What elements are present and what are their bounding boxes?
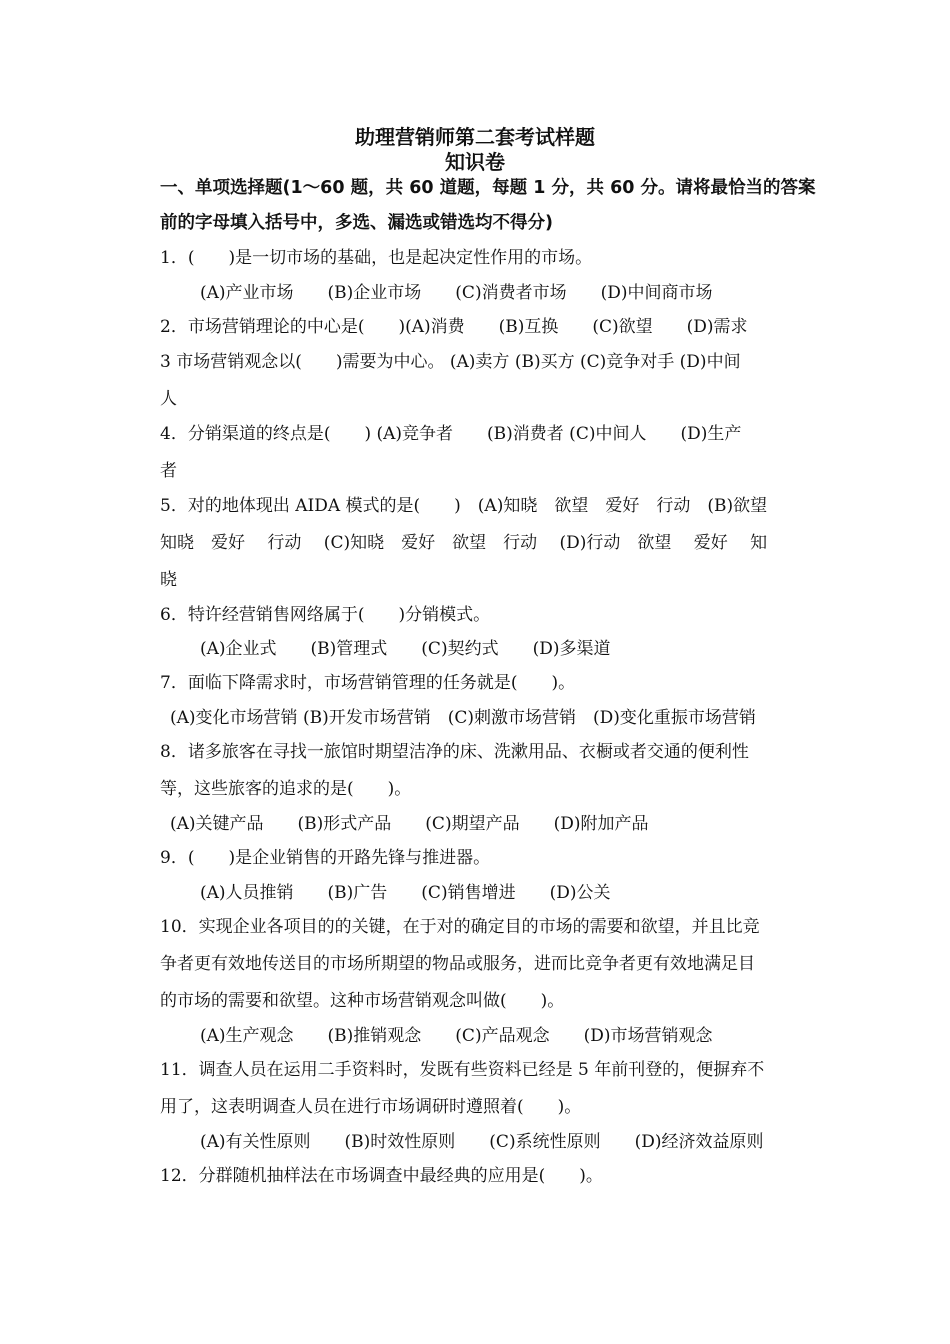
question-11: 11．调查人员在运用二手资料时，发既有些资料已经是 5 年前刊登的，便摒弃不 [160, 1060, 765, 1080]
document-subtitle: 知识卷 [445, 150, 505, 174]
question-10-cont: 争者更有效地传送目的市场所期望的物品或服务，进而比竞争者更有效地满足目 [160, 954, 755, 974]
question-8: 8．诸多旅客在寻找一旅馆时期望洁净的床、洗漱用品、衣橱或者交通的便利性 [160, 742, 749, 762]
question-10-cont2: 的市场的需要和欲望。这种市场营销观念叫做( )。 [160, 991, 565, 1011]
question-1: 1．( )是一切市场的基础，也是起决定性作用的市场。 [160, 248, 593, 268]
question-11-options: (A)有关性原则 (B)时效性原则 (C)系统性原则 (D)经济效益原则 [200, 1132, 764, 1152]
question-4: 4．分销渠道的终点是( ) (A)竞争者 (B)消费者 (C)中间人 (D)生产 [160, 424, 742, 444]
question-8-options: (A)关键产品 (B)形式产品 (C)期望产品 (D)附加产品 [170, 814, 649, 834]
question-12: 12．分群随机抽样法在市场调查中最经典的应用是( )。 [160, 1166, 603, 1186]
question-10: 10．实现企业各项目的的关键，在于对的确定目的市场的需要和欲望，并且比竞 [160, 917, 760, 937]
question-3-cont: 人 [160, 389, 177, 409]
question-7: 7．面临下降需求时，市场营销管理的任务就是( )。 [160, 673, 576, 693]
question-2: 2．市场营销理论的中心是( )(A)消费 (B)互换 (C)欲望 (D)需求 [160, 317, 748, 337]
question-7-options: (A)变化市场营销 (B)开发市场营销 (C)刺激市场营销 (D)变化重振市场营销 [170, 708, 756, 728]
question-9: 9．( )是企业销售的开路先锋与推进器。 [160, 848, 491, 868]
section-heading: 一、单项选择题(1～60 题，共 60 道题，每题 1 分，共 60 分。请将最恰当的答案 [160, 178, 816, 198]
question-3: 3 市场营销观念以( )需要为中心。 (A)卖方 (B)买方 (C)竞争对手 (D)中间 [160, 352, 741, 372]
section-heading-cont: 前的字母填入括号中，多选、漏选或错选均不得分) [160, 213, 553, 233]
question-5-cont: 知晓 爱好 行动 (C)知晓 爱好 欲望 行动 (D)行动 欲望 爱好 知 [160, 533, 768, 553]
question-6-options: (A)企业式 (B)管理式 (C)契约式 (D)多渠道 [200, 639, 611, 659]
question-1-options: (A)产业市场 (B)企业市场 (C)消费者市场 (D)中间商市场 [200, 283, 713, 303]
question-4-cont: 者 [160, 461, 177, 481]
question-10-options: (A)生产观念 (B)推销观念 (C)产品观念 (D)市场营销观念 [200, 1026, 713, 1046]
question-5-cont2: 晓 [160, 570, 177, 590]
question-11-cont: 用了，这表明调查人员在进行市场调研时遵照着( )。 [160, 1097, 582, 1117]
question-8-cont: 等，这些旅客的追求的是( )。 [160, 779, 412, 799]
document-title: 助理营销师第二套考试样题 [355, 125, 595, 149]
question-6: 6．特许经营销售网络属于( )分销模式。 [160, 605, 491, 625]
question-5: 5．对的地体现出 AIDA 模式的是( ) (A)知晓 欲望 爱好 行动 (B)欲望 [160, 496, 768, 516]
question-9-options: (A)人员推销 (B)广告 (C)销售增进 (D)公关 [200, 883, 611, 903]
